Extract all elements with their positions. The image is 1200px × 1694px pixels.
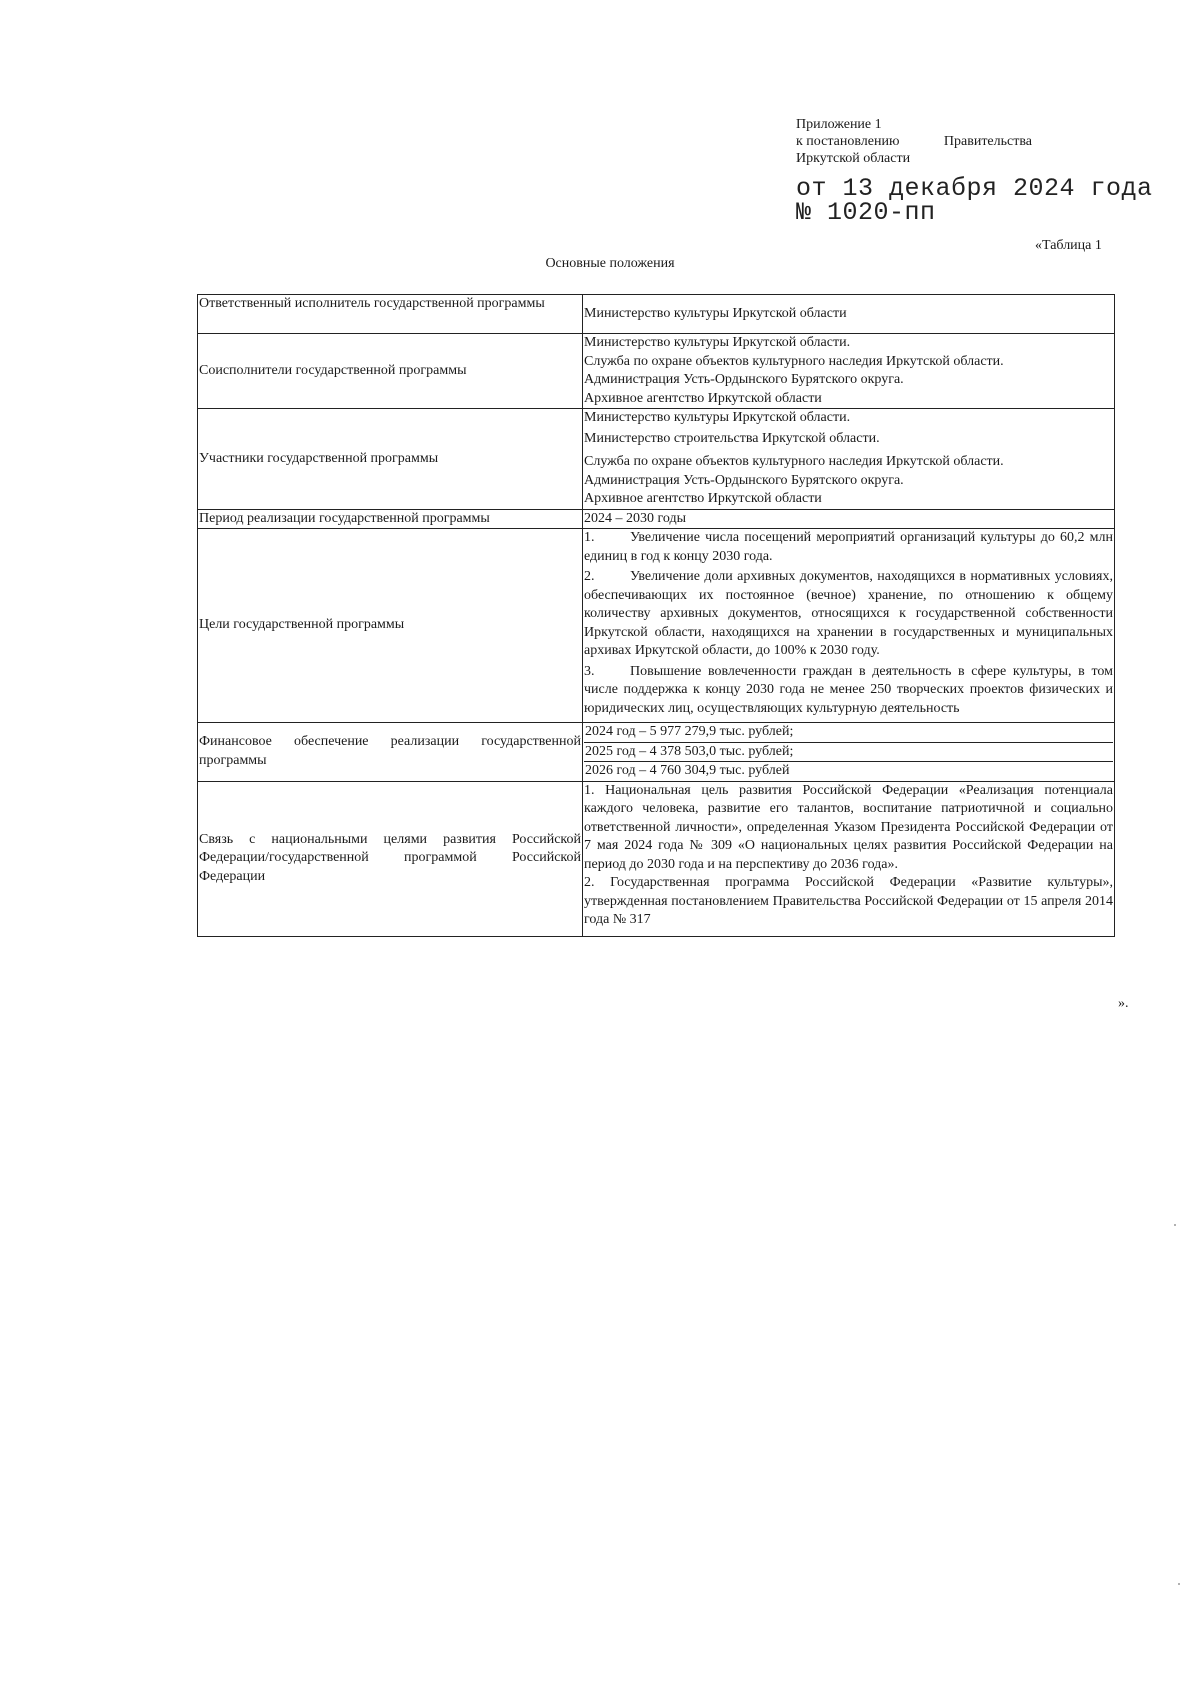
row-national-goals-link [198,781,1115,936]
goal-text: Повышение вовлеченности граждан в деятельность в сфере культуры, в том числе поддержка к концу 2030 года не менее 250 творческих проектов физических и юридических лиц, осуществляющих культурную деятельность [584,663,1113,716]
cell-label: Связь с национальными целями развития Российской Федерации/государственной программой Российской Федерации [198,781,583,936]
resolution-text: к постановлению [796,134,900,149]
government-text: Правительства [943,134,1032,149]
scan-speck [1178,1583,1180,1585]
cell-label: Цели государственной программы [198,529,583,723]
table-caption: Основные положения [545,256,675,271]
finance-line: 2024 год – 5 977 279,9 тыс. рублей; [584,723,1113,743]
list-item: Архивное агентство Иркутской области [584,491,822,506]
appendix-header [796,116,1032,167]
row-participants [198,409,1115,510]
goal-text: Увеличение доли архивных документов, находящихся в нормативных условиях, обеспечивающих их постоянное (вечное) хранение, по отношению к общему количеству архивных документов, относящихся к государственной собственности Иркутской области, находящихся на хранении в государственных и муниципальных архивах Иркутской области, до 100% к 2030 году. [584,569,1113,658]
scan-speck [1174,1224,1176,1226]
cell-value [583,409,1115,510]
cell-label: Участники государственной программы [198,409,583,510]
goal-number: 1. [584,530,595,545]
cell-value [583,529,1115,723]
cell-label: Соисполнители государственной программы [198,334,583,409]
cell-value [583,334,1115,409]
link-item: 1. Национальная цель развития Российской Федерации «Реализация потенциала каждого человека, развитие его талантов, воспитание патриотичной и социально ответственной личности», определенная Указом Президента Российской Федерации от 7 мая 2024 года № 309 «О национальных целях развития Российской Федерации на период до 2030 года и на перспективу до 2036 года». [584,782,1113,872]
resolution-line [796,133,1032,150]
goal-text: Увеличение числа посещений мероприятий организаций культуры до 60,2 млн единиц в год к концу 2030 года. [584,530,1113,564]
goal-item [584,568,1113,661]
row-period [198,509,1115,529]
table-label: «Таблица 1 [1035,238,1102,253]
finance-line: 2026 год – 4 760 304,9 тыс. рублей [585,763,790,778]
appendix-title: Приложение 1 [796,117,882,132]
row-coexecutors [198,334,1115,409]
list-item: Администрация Усть-Ордынского Бурятского округа. [584,372,904,387]
list-item: Министерство строительства Иркутской области. [584,430,880,446]
goal-number: 2. [584,569,595,584]
cell-value: Министерство культуры Иркутской области [583,295,1115,334]
list-item: Министерство культуры Иркутской области. [584,410,851,425]
cell-label: Ответственный исполнитель государственной программы [198,295,583,334]
list-item: Служба по охране объектов культурного наследия Иркутской области. [584,353,1004,369]
row-finance [198,723,1115,782]
list-item: Служба по охране объектов культурного наследия Иркутской области. [584,454,1004,469]
goal-item [584,529,1113,566]
finance-line: 2025 год – 4 378 503,0 тыс. рублей; [584,743,1113,763]
link-item: 2. Государственная программа Российской Федерации «Развитие культуры», утвержденная постановлением Правительства Российской Федерации от 15 апреля 2014 года № 317 [584,875,1113,927]
goal-number: 3. [584,663,595,679]
row-goals [198,529,1115,723]
cell-value: 2024 – 2030 годы [583,509,1115,529]
cell-value [583,723,1115,782]
closing-quote: ». [1118,996,1129,1011]
cell-label: Период реализации государственной программы [198,509,583,529]
goal-item [584,663,1113,719]
region-text: Иркутской области [796,151,911,166]
number-stamp: № 1020-пп [796,198,936,227]
cell-label: Финансовое обеспечение реализации государственной программы [198,723,583,782]
list-item: Министерство культуры Иркутской области. [584,335,851,350]
cell-value [583,781,1115,936]
list-item: Администрация Усть-Ордынского Бурятского округа. [584,472,904,488]
main-provisions-table [197,294,1115,937]
row-responsible [198,295,1115,334]
list-item: Архивное агентство Иркутской области [584,390,822,406]
date-stamp: от 13 декабря 2024 года [796,174,1153,203]
